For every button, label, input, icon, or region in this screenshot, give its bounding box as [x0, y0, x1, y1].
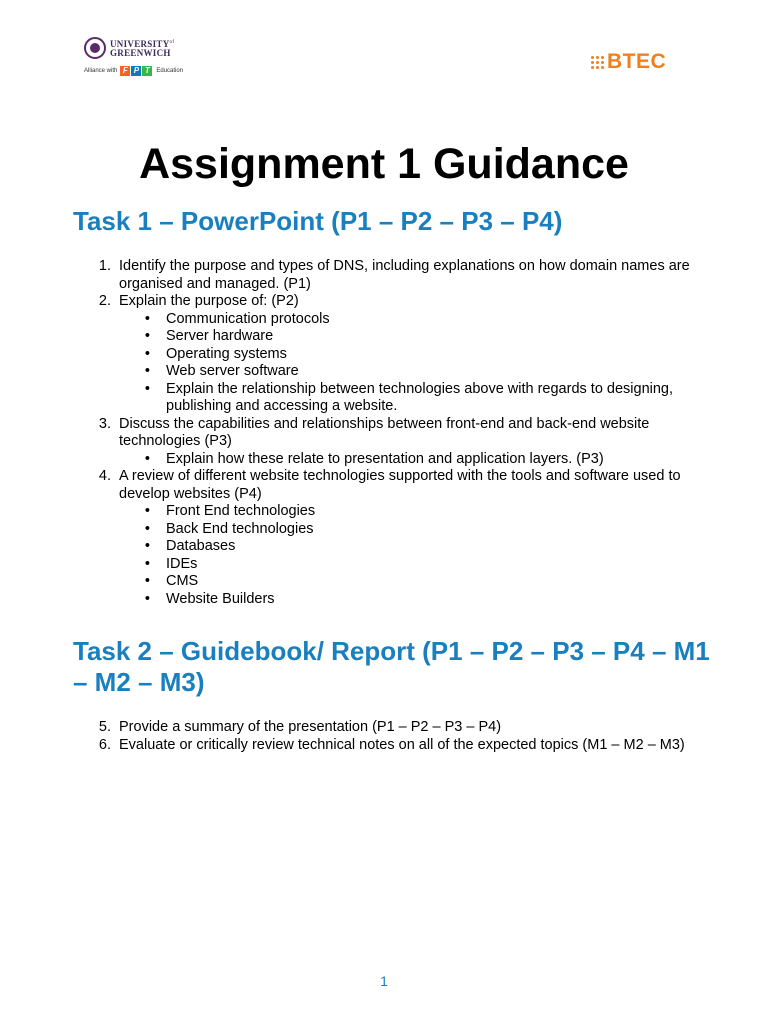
bullet-icon: •	[144, 520, 150, 537]
list-item-text: Provide a summary of the presentation (P1 – P2 – P3 – P4)	[119, 719, 502, 735]
sub-list-item	[73, 363, 723, 381]
alliance-prefix: Alliance with	[84, 68, 118, 74]
list-item	[73, 258, 723, 293]
list-item-number: 2.	[98, 293, 111, 309]
sub-list-item-text: IDEs	[166, 555, 198, 572]
university-of: of	[169, 40, 175, 45]
sub-list-item	[73, 538, 723, 556]
list-item-text: Identify the purpose and types of DNS, including explanations on how domain names are organised and managed. (P1)	[119, 258, 690, 292]
sub-list-item	[73, 381, 723, 416]
sub-list-item	[73, 591, 723, 609]
sub-list-item	[73, 573, 723, 591]
list-item	[73, 468, 723, 503]
list-item-text: A review of different website technologies supported with the tools and software used to develop websites (P4)	[119, 468, 681, 502]
task1-heading: Task 1 – PowerPoint (P1 – P2 – P3 – P4)	[73, 206, 563, 236]
bullet-icon: •	[144, 345, 150, 362]
task1-list	[73, 258, 723, 608]
bullet-icon: •	[144, 310, 150, 327]
page-number: 1	[380, 973, 388, 989]
page-title: Assignment 1 Guidance	[139, 140, 629, 188]
sub-list-item	[73, 556, 723, 574]
sub-list-item	[73, 346, 723, 364]
fpt-alliance	[84, 66, 183, 76]
bullet-icon: •	[144, 363, 150, 379]
bullet-icon: •	[144, 328, 150, 344]
sub-list-item	[73, 311, 723, 329]
bullet-icon: •	[144, 573, 150, 589]
sub-list-item-text: Communication protocols	[166, 310, 330, 327]
page-header	[0, 0, 768, 100]
list-item-number: 3.	[98, 415, 111, 432]
bullet-icon: •	[144, 450, 150, 467]
fpt-letter-f: F	[120, 66, 130, 76]
university-crest-icon	[84, 37, 106, 59]
sub-list-item-text: Operating systems	[166, 345, 287, 362]
fpt-letter-p: P	[131, 66, 141, 76]
alliance-suffix: Education	[156, 68, 184, 74]
sub-list-item-text: CMS	[166, 573, 199, 589]
task2-heading: Task 2 – Guidebook/ Report (P1 – P2 – P3 – P4 – M1 – M2 – M3)	[73, 636, 710, 697]
sub-list-item-text: Back End technologies	[166, 520, 314, 537]
list-item-text: Explain the purpose of: (P2)	[119, 293, 299, 309]
sub-list-item	[73, 503, 723, 521]
university-name-line1: UNIVERSITY	[110, 39, 170, 49]
btec-dots-icon	[591, 56, 604, 69]
btec-logo	[591, 50, 666, 74]
list-item	[73, 416, 723, 451]
sub-list-item-text: Databases	[166, 538, 236, 554]
sub-list-item-text: Explain the relationship between technologies above with regards to designing, publishing and accessing a website.	[166, 380, 674, 414]
sub-list-item	[73, 328, 723, 346]
bullet-icon: •	[144, 380, 150, 397]
sub-list-item-text: Web server software	[166, 363, 299, 379]
university-logo	[84, 37, 183, 76]
sub-list-item-text: Website Builders	[166, 590, 275, 607]
bullet-icon: •	[144, 590, 150, 607]
university-name-line2: GREENWICH	[110, 48, 171, 58]
list-item	[73, 293, 723, 311]
fpt-letter-t: T	[142, 66, 152, 76]
list-item	[73, 719, 723, 737]
list-item-text: Evaluate or critically review technical notes on all of the expected topics (M1 – M2 – M3)	[119, 736, 685, 753]
bullet-icon: •	[144, 538, 150, 554]
list-item-number: 4.	[98, 468, 111, 484]
list-item-number: 1.	[98, 258, 111, 274]
sub-list-item-text: Server hardware	[166, 328, 274, 344]
list-item-text: Discuss the capabilities and relationships between front-end and back-end website technologies (P3)	[119, 415, 650, 449]
fpt-logo	[120, 66, 153, 76]
sub-list-item-text: Front End technologies	[166, 503, 316, 519]
list-item	[73, 737, 723, 755]
bullet-icon: •	[144, 555, 150, 572]
list-item-number: 6.	[98, 736, 111, 753]
sub-list-item-text: Explain how these relate to presentation and application layers. (P3)	[166, 450, 604, 467]
task2-list	[73, 719, 723, 754]
sub-list-item	[73, 521, 723, 539]
bullet-icon: •	[144, 503, 150, 519]
list-item-number: 5.	[98, 719, 111, 735]
sub-list-item	[73, 451, 723, 469]
btec-label: BTEC	[607, 50, 667, 73]
